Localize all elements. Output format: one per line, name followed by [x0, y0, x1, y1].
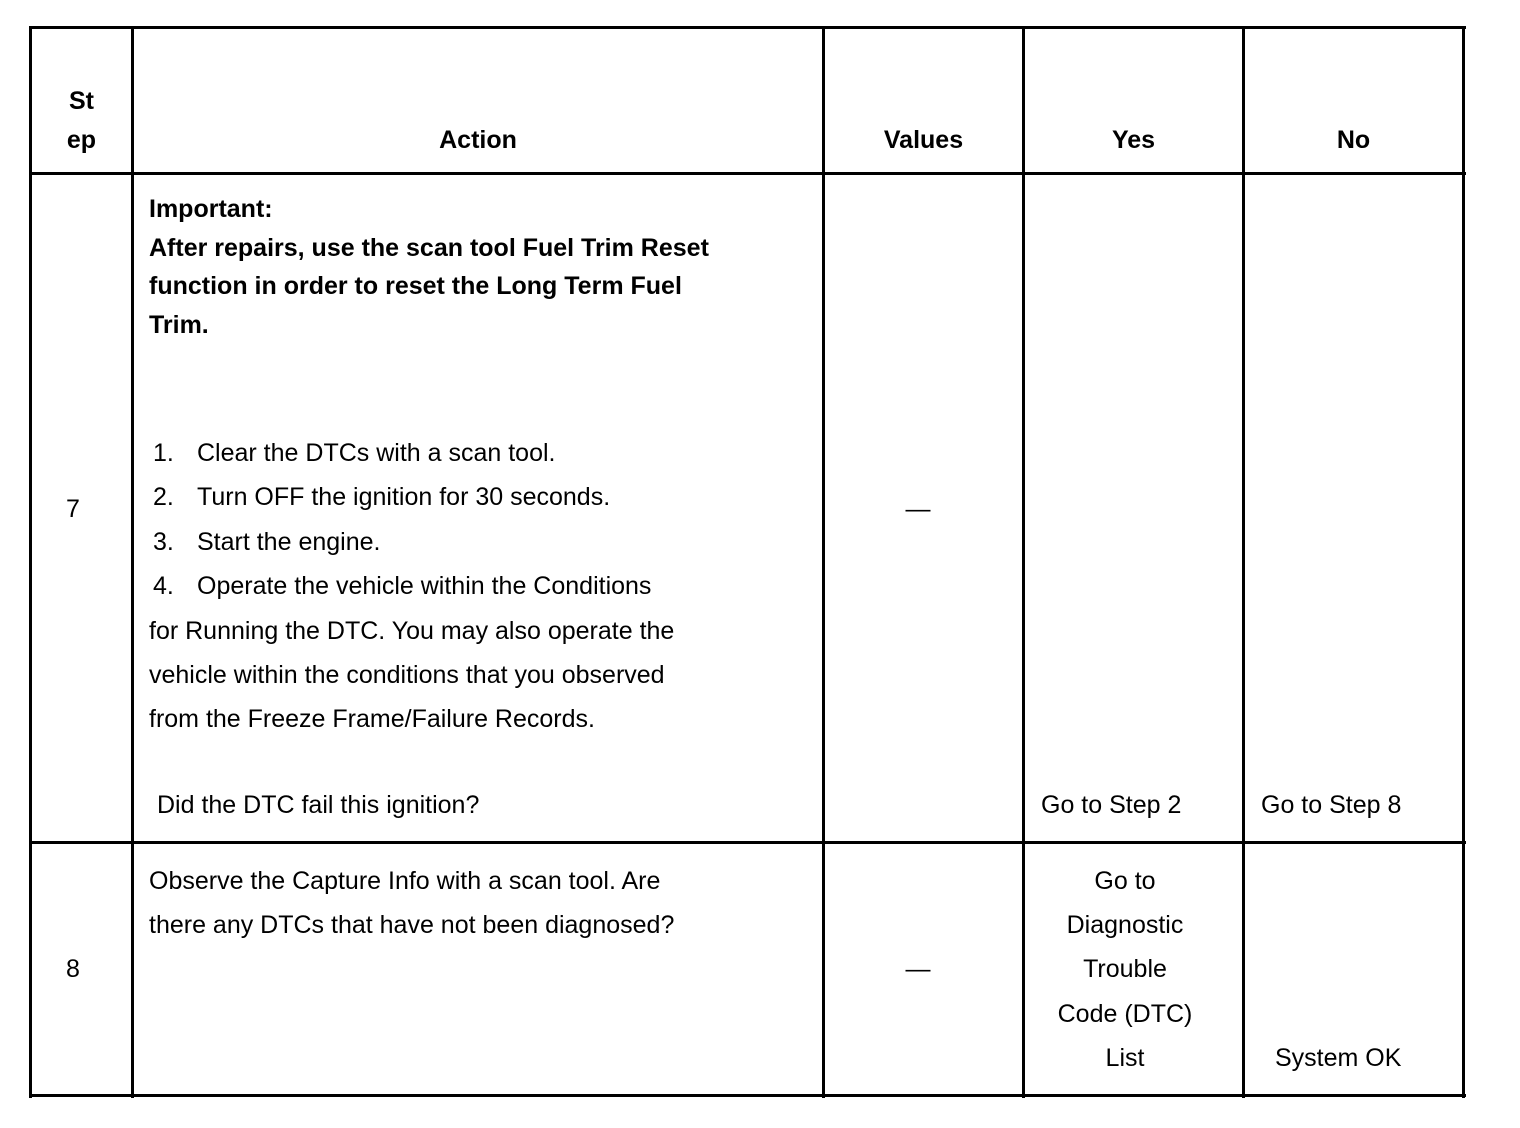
- step-number-3: 3.: [153, 528, 174, 556]
- continuation-line-1: for Running the DTC. You may also operate the: [149, 617, 675, 645]
- row-7-yes: Go to Step 2: [1041, 791, 1182, 819]
- row-8-step: 8: [66, 955, 80, 983]
- continuation-line-3: from the Freeze Frame/Failure Records.: [149, 705, 595, 733]
- column-border-action: [822, 26, 825, 1098]
- important-line-2: function in order to reset the Long Term Fuel: [149, 272, 682, 300]
- header-action: Action: [439, 126, 517, 154]
- header-values: Values: [883, 126, 964, 154]
- step-text-1: Clear the DTCs with a scan tool.: [197, 439, 556, 467]
- important-label: Important:: [149, 195, 273, 223]
- header-step-line1: St: [69, 87, 94, 115]
- row-divider: [29, 841, 1466, 844]
- row-7-step: 7: [66, 495, 80, 523]
- important-line-3: Trim.: [149, 311, 209, 339]
- row-7-values: —: [905, 495, 931, 523]
- step-number-1: 1.: [153, 439, 174, 467]
- step-text-2: Turn OFF the ignition for 30 seconds.: [197, 483, 611, 511]
- column-border-left: [29, 26, 32, 1098]
- step-number-2: 2.: [153, 483, 174, 511]
- step-number-4: 4.: [153, 572, 174, 600]
- column-border-right: [1462, 26, 1465, 1098]
- row-8-yes-line-1: Go to: [1094, 867, 1156, 895]
- row-8-yes-line-3: Trouble: [1083, 955, 1167, 983]
- header-no: No: [1336, 126, 1371, 154]
- row-8-no: System OK: [1275, 1044, 1402, 1072]
- important-line-1: After repairs, use the scan tool Fuel Trim Reset: [149, 234, 709, 262]
- row-8-action-line-1: Observe the Capture Info with a scan tool. Are: [149, 867, 661, 895]
- table-bottom-border: [29, 1094, 1466, 1097]
- row-7-question: Did the DTC fail this ignition?: [157, 791, 480, 819]
- row-8-yes-line-5: List: [1105, 1044, 1145, 1072]
- table-top-border: [29, 26, 1466, 29]
- continuation-line-2: vehicle within the conditions that you observed: [149, 661, 665, 689]
- header-step-line2: ep: [66, 126, 97, 154]
- header-bottom-border: [29, 172, 1466, 175]
- header-yes: Yes: [1111, 126, 1156, 154]
- row-8-yes-line-2: Diagnostic: [1066, 911, 1184, 939]
- row-7-no: Go to Step 8: [1261, 791, 1402, 819]
- row-8-action-line-2: there any DTCs that have not been diagnosed?: [149, 911, 675, 939]
- step-text-3: Start the engine.: [197, 528, 381, 556]
- row-8-values: —: [905, 955, 931, 983]
- column-border-step: [131, 26, 134, 1098]
- row-8-yes-line-4: Code (DTC): [1057, 1000, 1193, 1028]
- step-text-4: Operate the vehicle within the Conditions: [197, 572, 652, 600]
- column-border-yes: [1242, 26, 1245, 1098]
